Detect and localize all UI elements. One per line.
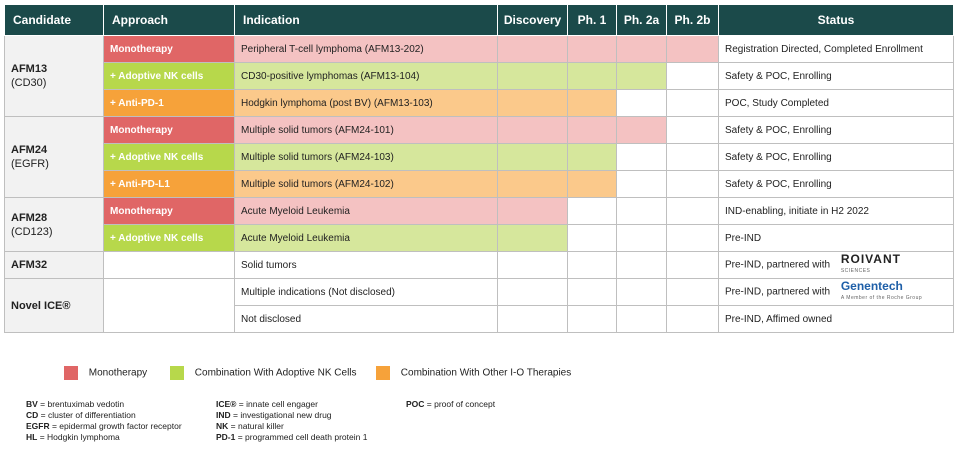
approach-cell <box>104 252 235 279</box>
candidate-target: (CD123) <box>11 225 53 238</box>
candidate-cell-afm24 <box>5 117 104 198</box>
candidate-cell-afm28 <box>5 198 104 252</box>
phase-discovery-cell <box>498 225 568 252</box>
indication-cell: Multiple solid tumors (AFM24-101) <box>235 117 498 144</box>
status-cell: Safety & POC, Enrolling <box>719 144 954 171</box>
phase-1-cell <box>568 306 617 333</box>
abbreviation-definition: = investigational new drug <box>230 410 332 420</box>
phase-2a-cell <box>617 225 667 252</box>
candidate-cell-afm32 <box>5 252 104 279</box>
phase-2a-cell <box>617 171 667 198</box>
legend-label: Combination With Other I-O Therapies <box>400 367 572 379</box>
phase-1-cell <box>568 198 617 225</box>
phase-2a-cell <box>617 306 667 333</box>
status-cell: Pre-IND <box>719 225 954 252</box>
abbreviation-term: CD <box>26 410 39 420</box>
roivant-logo-sub: SCIENCES <box>840 268 871 274</box>
approach-cell: Monotherapy <box>104 36 235 63</box>
legend-swatch-io <box>376 366 390 380</box>
legend-swatch-monotherapy <box>64 366 78 380</box>
status-cell: Registration Directed, Completed Enrollment <box>719 36 954 63</box>
legend-item-monotherapy <box>64 366 147 380</box>
approach-cell: Monotherapy <box>104 198 235 225</box>
phase-1-cell <box>568 171 617 198</box>
genentech-logo <box>841 281 922 303</box>
phase-2b-cell <box>667 198 719 225</box>
candidate-target: (CD30) <box>11 77 47 89</box>
abbreviation-definition: = epidermal growth factor receptor <box>49 421 182 431</box>
phase-2a-cell <box>617 198 667 225</box>
abbreviation-term: BV <box>26 399 38 409</box>
phase-1-cell <box>568 144 617 171</box>
phase-2a-cell <box>617 117 667 144</box>
abbreviation-definition: = proof of concept <box>424 399 496 409</box>
abbreviation-item <box>26 432 182 443</box>
indication-cell: Hodgkin lymphoma (post BV) (AFM13-103) <box>235 90 498 117</box>
phase-1-cell <box>568 279 617 306</box>
phase-1-cell <box>568 90 617 117</box>
header-phase-2b: Ph. 2b <box>667 5 719 36</box>
table-header-row <box>5 5 954 36</box>
indication-cell: Not disclosed <box>235 306 498 333</box>
table-row <box>5 171 954 198</box>
phase-2b-cell <box>667 279 719 306</box>
header-candidate: Candidate <box>5 5 104 36</box>
abbreviation-definition: = Hodgkin lymphoma <box>37 432 120 442</box>
table-row <box>5 225 954 252</box>
status-cell: Safety & POC, Enrolling <box>719 117 954 144</box>
phase-2b-cell <box>667 117 719 144</box>
candidate-name: AFM24 <box>11 144 48 156</box>
phase-1-cell <box>568 63 617 90</box>
status-cell: POC, Study Completed <box>719 90 954 117</box>
legend-label: Combination With Adoptive NK Cells <box>194 367 357 379</box>
indication-cell: Multiple indications (Not disclosed) <box>235 279 498 306</box>
phase-discovery-cell <box>498 306 568 333</box>
approach-cell: Monotherapy <box>104 117 235 144</box>
status-text: Pre-IND, partnered with <box>725 286 831 298</box>
abbreviation-item <box>216 421 367 432</box>
phase-2b-cell <box>667 144 719 171</box>
abbreviation-item <box>216 399 367 410</box>
candidate-cell-novel-ice <box>5 279 104 333</box>
table-row <box>5 36 954 63</box>
phase-2a-cell <box>617 279 667 306</box>
phase-2b-cell <box>667 252 719 279</box>
approach-cell <box>104 279 235 333</box>
candidate-name: Novel ICE® <box>11 299 71 312</box>
phase-1-cell <box>568 117 617 144</box>
approach-cell: + Anti-PD-1 <box>104 90 235 117</box>
table-row <box>5 117 954 144</box>
abbreviations-col-2 <box>216 399 367 443</box>
abbreviations-col-1 <box>26 399 182 443</box>
header-phase-1: Ph. 1 <box>568 5 617 36</box>
abbreviation-term: IND <box>216 410 231 420</box>
status-text: Pre-IND, partnered with <box>725 259 831 271</box>
header-discovery: Discovery <box>498 5 568 36</box>
table-row <box>5 252 954 279</box>
phase-discovery-cell <box>498 279 568 306</box>
table-row <box>5 279 954 306</box>
phase-discovery-cell <box>498 63 568 90</box>
abbreviation-item <box>216 410 367 421</box>
header-indication: Indication <box>235 5 498 36</box>
phase-discovery-cell <box>498 198 568 225</box>
candidate-name: AFM32 <box>11 259 48 271</box>
candidate-name: AFM13 <box>11 63 48 75</box>
header-approach: Approach <box>104 5 235 36</box>
phase-1-cell <box>568 252 617 279</box>
table-row <box>5 144 954 171</box>
approach-cell: + Adoptive NK cells <box>104 63 235 90</box>
phase-2b-cell <box>667 225 719 252</box>
abbreviation-definition: = cluster of differentiation <box>38 410 136 420</box>
genentech-logo-name: Genentech <box>840 279 903 293</box>
candidate-name: AFM28 <box>11 211 48 224</box>
status-cell <box>719 279 954 306</box>
candidate-cell-afm13 <box>5 36 104 117</box>
abbreviation-term: PD-1 <box>216 432 236 442</box>
approach-cell: + Adoptive NK cells <box>104 225 235 252</box>
legend-swatch-nk <box>170 366 184 380</box>
approach-cell: + Adoptive NK cells <box>104 144 235 171</box>
abbreviation-item <box>26 421 182 432</box>
genentech-logo-sub: A Member of the Roche Group <box>840 295 923 301</box>
abbreviation-definition: = natural killer <box>228 421 284 431</box>
abbreviation-definition: = brentuximab vedotin <box>37 399 125 409</box>
phase-2b-cell <box>667 171 719 198</box>
indication-cell: CD30-positive lymphomas (AFM13-104) <box>235 63 498 90</box>
abbreviation-item <box>26 399 182 410</box>
phase-2b-cell <box>667 90 719 117</box>
abbreviations-col-3 <box>406 399 495 410</box>
phase-1-cell <box>568 225 617 252</box>
phase-discovery-cell <box>498 36 568 63</box>
status-cell <box>719 252 954 279</box>
abbreviation-item <box>26 410 182 421</box>
phase-2a-cell <box>617 252 667 279</box>
phase-discovery-cell <box>498 117 568 144</box>
status-cell: IND-enabling, initiate in H2 2022 <box>719 198 954 225</box>
indication-cell: Peripheral T-cell lymphoma (AFM13-202) <box>235 36 498 63</box>
table-row <box>5 90 954 117</box>
indication-cell: Multiple solid tumors (AFM24-102) <box>235 171 498 198</box>
approach-cell: + Anti-PD-L1 <box>104 171 235 198</box>
abbreviation-definition: = programmed cell death protein 1 <box>235 432 368 442</box>
abbreviation-term: POC <box>406 399 425 409</box>
phase-discovery-cell <box>498 252 568 279</box>
abbreviation-item <box>216 432 367 443</box>
abbreviation-definition: = innate cell engager <box>236 399 318 409</box>
phase-2b-cell <box>667 306 719 333</box>
legend-label: Monotherapy <box>88 367 148 379</box>
header-phase-2a: Ph. 2a <box>617 5 667 36</box>
abbreviation-term: EGFR <box>26 421 50 431</box>
abbreviation-term: ICE® <box>216 399 237 409</box>
roivant-logo <box>841 254 901 276</box>
pipeline-table <box>4 4 954 333</box>
indication-cell: Multiple solid tumors (AFM24-103) <box>235 144 498 171</box>
phase-discovery-cell <box>498 144 568 171</box>
roivant-logo-name: ROIVANT <box>840 252 901 266</box>
abbreviation-term: HL <box>26 432 38 442</box>
header-status: Status <box>719 5 954 36</box>
phase-2b-cell <box>667 63 719 90</box>
phase-discovery-cell <box>498 171 568 198</box>
abbreviation-term: NK <box>216 421 229 431</box>
legend-item-nk <box>170 366 357 380</box>
abbreviation-item <box>406 399 495 410</box>
phase-2a-cell <box>617 36 667 63</box>
phase-2a-cell <box>617 144 667 171</box>
table-row <box>5 198 954 225</box>
phase-discovery-cell <box>498 90 568 117</box>
candidate-target: (EGFR) <box>11 158 49 170</box>
phase-2b-cell <box>667 36 719 63</box>
legend-item-io <box>376 366 571 380</box>
phase-2a-cell <box>617 90 667 117</box>
phase-1-cell <box>568 36 617 63</box>
indication-cell: Solid tumors <box>235 252 498 279</box>
status-cell: Pre-IND, Affimed owned <box>719 306 954 333</box>
status-cell: Safety & POC, Enrolling <box>719 171 954 198</box>
phase-2a-cell <box>617 63 667 90</box>
indication-cell: Acute Myeloid Leukemia <box>235 225 498 252</box>
table-row <box>5 63 954 90</box>
status-cell: Safety & POC, Enrolling <box>719 63 954 90</box>
indication-cell: Acute Myeloid Leukemia <box>235 198 498 225</box>
